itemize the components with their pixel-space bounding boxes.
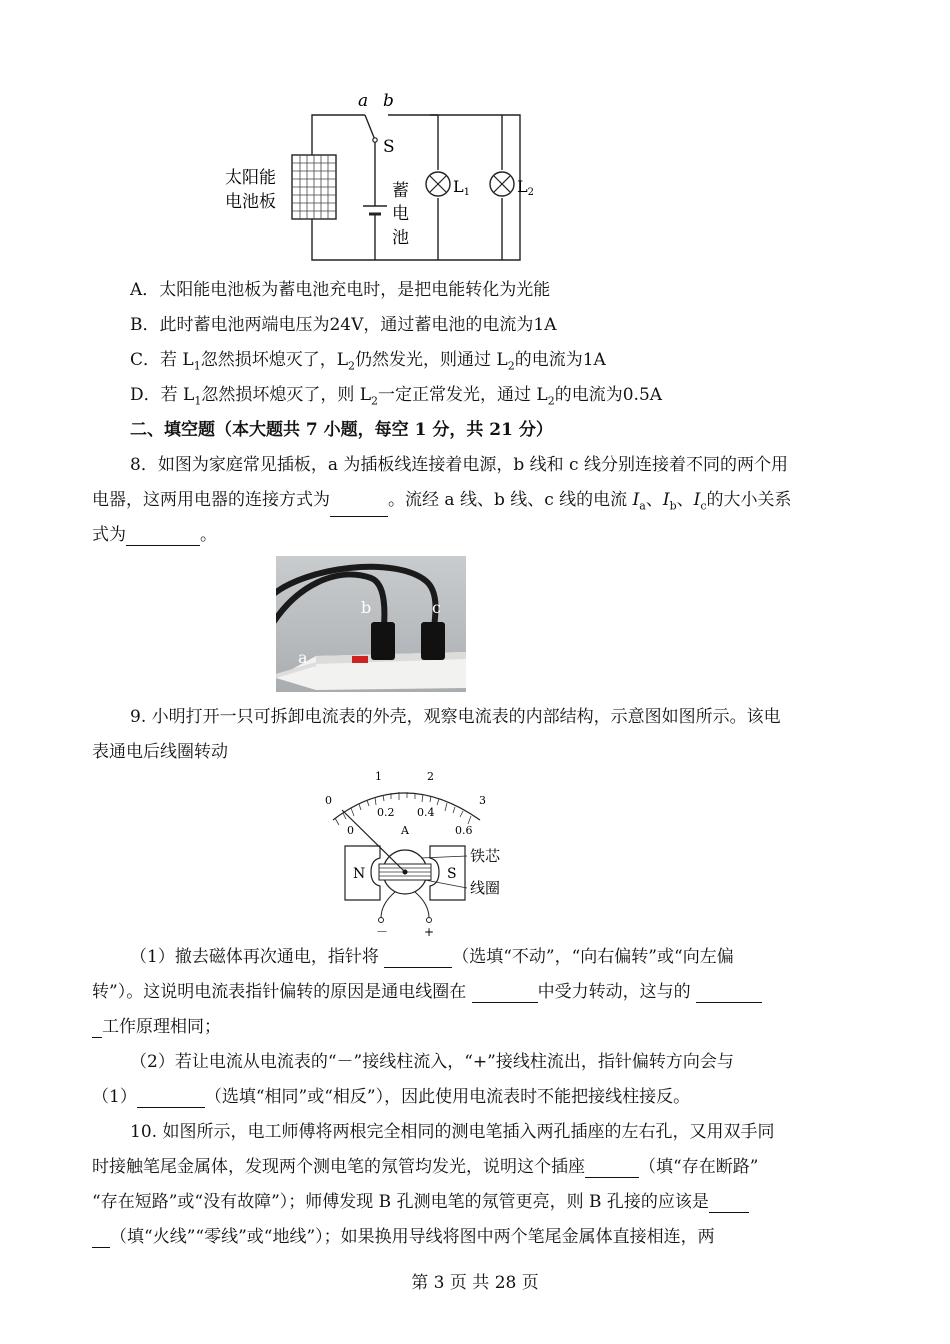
section-title: 二、填空题（本大题共 7 小题，每空 1 分，共 21 分） bbox=[130, 420, 553, 440]
label-s: S bbox=[383, 137, 395, 157]
solar-panel-icon bbox=[292, 155, 336, 219]
blank bbox=[696, 984, 762, 1003]
svg-text:1: 1 bbox=[375, 770, 382, 783]
option-d: D．若 $L_1$忽然损坏熄灭了，则 $L_2$一定正常发光，通过 $L_2$的电流为0.5A bbox=[130, 385, 663, 408]
blank bbox=[709, 1194, 749, 1213]
label-l2: L2 bbox=[517, 177, 534, 198]
svg-text:N: N bbox=[353, 866, 366, 882]
svg-text:0: 0 bbox=[347, 824, 354, 837]
q9-line2: 表通电后线圈转动 bbox=[92, 742, 228, 762]
q9-p2-line1: （2）若让电流从电流表的“－”接线柱流入，“+”接线柱流出，指针偏转方向会与 bbox=[130, 1052, 734, 1072]
label-b: b bbox=[383, 91, 394, 111]
battery-label-3: 池 bbox=[392, 228, 409, 248]
svg-text:0.2: 0.2 bbox=[377, 806, 395, 819]
q10-line1: 10. 如图所示，电工师傅将两根完全相同的测电笔插入两孔插座的左右孔，又用双手同 bbox=[130, 1122, 775, 1142]
svg-text:0.4: 0.4 bbox=[417, 806, 435, 819]
blank bbox=[384, 949, 452, 968]
panel-label-line2: 电池板 bbox=[225, 192, 276, 212]
svg-text:2: 2 bbox=[427, 770, 434, 783]
q9-p1-line3: 工作原理相同； bbox=[92, 1016, 862, 1038]
q9-p2-line2: （1） （选填“相同”或“相反”），因此使用电流表时不能把接线柱接反。 bbox=[92, 1087, 691, 1107]
svg-text:+: + bbox=[424, 925, 435, 938]
page-footer: 第 3 页 共 28 页 bbox=[411, 1273, 539, 1293]
svg-text:3: 3 bbox=[479, 794, 486, 807]
svg-text:A: A bbox=[401, 824, 409, 837]
panel-label-line1: 太阳能 bbox=[225, 168, 276, 188]
q10-line2: 时接触笔尾金属体，发现两个测电笔的氖管均发光，说明这个插座 （填“存在断路” bbox=[92, 1157, 759, 1177]
photo-label-b: b bbox=[361, 598, 372, 617]
option-c: C．若 $L_1$忽然损坏熄灭了，$L_2$仍然发光，则通过 $L_2$的电流为1A bbox=[130, 350, 606, 373]
blank bbox=[472, 984, 538, 1003]
svg-text:S: S bbox=[447, 866, 457, 882]
svg-text:0: 0 bbox=[325, 794, 332, 807]
label-a: a bbox=[358, 91, 369, 111]
option-b: B．此时蓄电池两端电压为24V，通过蓄电池的电流为1A bbox=[130, 315, 557, 335]
lamp-l2-icon bbox=[490, 172, 514, 196]
q9-p1-line2: 转”）。这说明电流表指针偏转的原因是通电线圈在 中受力转动，这与的 bbox=[92, 981, 862, 1003]
battery-label-2: 电 bbox=[392, 204, 409, 224]
power-strip-photo bbox=[276, 556, 466, 692]
q9-p1-line1: （1）撤去磁体再次通电，指针将 （选填“不动”，“向右偏转”或“向左偏 bbox=[130, 947, 734, 967]
label-l1: L1 bbox=[453, 177, 470, 198]
blank bbox=[126, 527, 200, 546]
battery-label-1: 蓄 bbox=[392, 181, 409, 201]
svg-text:0.6: 0.6 bbox=[455, 824, 473, 837]
photo-label-a: a bbox=[298, 648, 308, 667]
blank bbox=[92, 1019, 102, 1038]
q9-line1: 9. 小明打开一只可拆卸电流表的外壳，观察电流表的内部结构，示意图如图所示。该电 bbox=[130, 707, 781, 727]
option-a: A．太阳能电池板为蓄电池充电时，是把电能转化为光能 bbox=[130, 280, 551, 300]
svg-text:铁芯: 铁芯 bbox=[470, 847, 501, 865]
q8-line2: 电器，这两用电器的连接方式为 。流经 a 线、b 线、c 线的电流 $I_a$、$I_b$、$I_c$的大小关系 bbox=[92, 489, 862, 517]
q8-line3: 式为 。 bbox=[92, 525, 217, 545]
lamp-l1-icon bbox=[426, 172, 450, 196]
svg-text:－: － bbox=[376, 925, 389, 938]
photo-label-c: c bbox=[432, 598, 441, 617]
q8-line1: 8．如图为家庭常见插板，a 为插板线连接着电源，b 线和 c 线分别连接着不同的两个用 bbox=[130, 455, 788, 475]
blank bbox=[330, 498, 388, 517]
ammeter-diagram bbox=[315, 768, 525, 938]
blank bbox=[137, 1089, 205, 1108]
blank bbox=[585, 1159, 639, 1178]
blank bbox=[92, 1229, 110, 1248]
circuit-diagram bbox=[220, 88, 550, 263]
q10-line3: “存在短路”或“没有故障”）；师傅发现 B 孔测电笔的氖管更亮，则 B 孔接的应该是 bbox=[92, 1191, 862, 1213]
q10-line4: （填“火线”“零线”或“地线”）；如果换用导线将图中两个笔尾金属体直接相连，两 bbox=[92, 1226, 862, 1248]
svg-text:线圈: 线圈 bbox=[470, 879, 501, 897]
